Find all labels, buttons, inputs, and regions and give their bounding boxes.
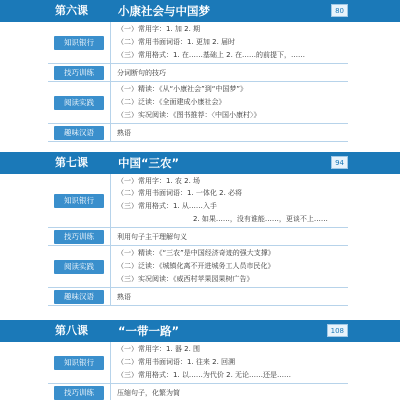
knowledge-line: （二）常用书面词语：1. 往来 2. 回溯: [117, 358, 236, 366]
page-number: 80: [331, 4, 348, 17]
fun-body: [110, 124, 131, 141]
fun-row: [48, 124, 348, 142]
fun-text: 熟语: [117, 293, 131, 301]
fun-text: 熟语: [117, 129, 131, 137]
knowledge-label: 知识银行: [54, 36, 104, 50]
lesson-header: [0, 0, 400, 22]
reading-line: （二）泛读：《全面建成小康社会》: [117, 98, 226, 106]
skill-label: 技巧训练: [54, 230, 104, 244]
fun-row: [48, 288, 348, 306]
reading-row: [48, 246, 348, 288]
lesson-title: 中国“三农”: [118, 156, 180, 170]
lesson-number: 第六课: [55, 4, 88, 17]
knowledge-row: [48, 22, 348, 64]
knowledge-label: 知识银行: [54, 356, 104, 370]
knowledge-line: （一）常用字：1. 农 2. 场: [117, 177, 201, 185]
knowledge-line: （二）常用书面词语：1. 更加 2. 届时: [117, 38, 236, 46]
fun-body: [110, 288, 131, 305]
lesson-header: [0, 320, 400, 342]
reading-line: （三）实况阅读：《威西村苹果园果树广告》: [117, 275, 254, 283]
skill-text: 分词断句的技巧: [117, 69, 166, 77]
skill-row: [48, 384, 348, 400]
skill-row: [48, 228, 348, 246]
knowledge-body: [110, 342, 292, 383]
skill-label: 技巧训练: [54, 66, 104, 80]
skill-body: [110, 384, 180, 400]
reading-row: [48, 82, 348, 124]
reading-line: （一）精读：《“三农”是中国经济奇迹的强大支撑》: [117, 249, 275, 257]
reading-label: 阅读实践: [54, 260, 104, 274]
fun-label: 趣味汉语: [54, 126, 104, 140]
skill-row: [48, 64, 348, 82]
header-cap: [0, 0, 48, 22]
reading-line: （三）实况阅读：《图书推荐：〈中国小康村〉》: [117, 111, 261, 119]
lesson-number: 第七课: [55, 156, 88, 169]
knowledge-line: （三）常用格式：1. 在……基础上 2. 在……的前提下，……: [117, 51, 306, 59]
reading-line: （一）精读：《从“小康社会”到“中国梦”》: [117, 85, 248, 93]
knowledge-body: [110, 22, 306, 63]
knowledge-row: [48, 174, 348, 228]
knowledge-line: （三）常用格式：1. 以……为代价 2. 无论……还是……: [117, 371, 292, 379]
header-cap: [0, 152, 48, 174]
reading-body: [110, 246, 275, 287]
knowledge-row: [48, 342, 348, 384]
knowledge-line: 2. 如果……，没有谁能……，更谈不上……: [193, 215, 328, 223]
reading-body: [110, 82, 261, 123]
knowledge-line: （一）常用字：1. 器 2. 围: [117, 345, 201, 353]
lesson-7: [0, 152, 400, 301]
fun-label: 趣味汉语: [54, 290, 104, 304]
page-number: 94: [331, 156, 348, 169]
knowledge-body: [110, 174, 328, 227]
skill-body: [110, 228, 187, 245]
lesson-6: [0, 0, 400, 137]
page-number: 108: [327, 324, 348, 337]
skill-body: [110, 64, 166, 81]
reading-label: 阅读实践: [54, 96, 104, 110]
knowledge-line: （二）常用书面词语：1. 一体化 2. 必将: [117, 189, 243, 197]
lesson-8: [0, 320, 400, 397]
reading-line: （二）泛读：《城镇化离不开进城务工人员市民化》: [117, 262, 275, 270]
knowledge-label: 知识银行: [54, 194, 104, 208]
skill-text: 压缩句子，化繁为简: [117, 389, 180, 397]
lesson-number: 第八课: [55, 324, 88, 337]
knowledge-line: （三）常用格式：1. 从……入手: [117, 202, 217, 210]
skill-label: 技巧训练: [54, 386, 104, 400]
skill-text: 利用句子主干理解句义: [117, 233, 187, 241]
lesson-header: [0, 152, 400, 174]
knowledge-line: （一）常用字：1. 加 2. 期: [117, 25, 201, 33]
lesson-title: 小康社会与中国梦: [118, 4, 210, 18]
lesson-title: “一带一路”: [118, 324, 180, 338]
header-cap: [0, 320, 48, 342]
